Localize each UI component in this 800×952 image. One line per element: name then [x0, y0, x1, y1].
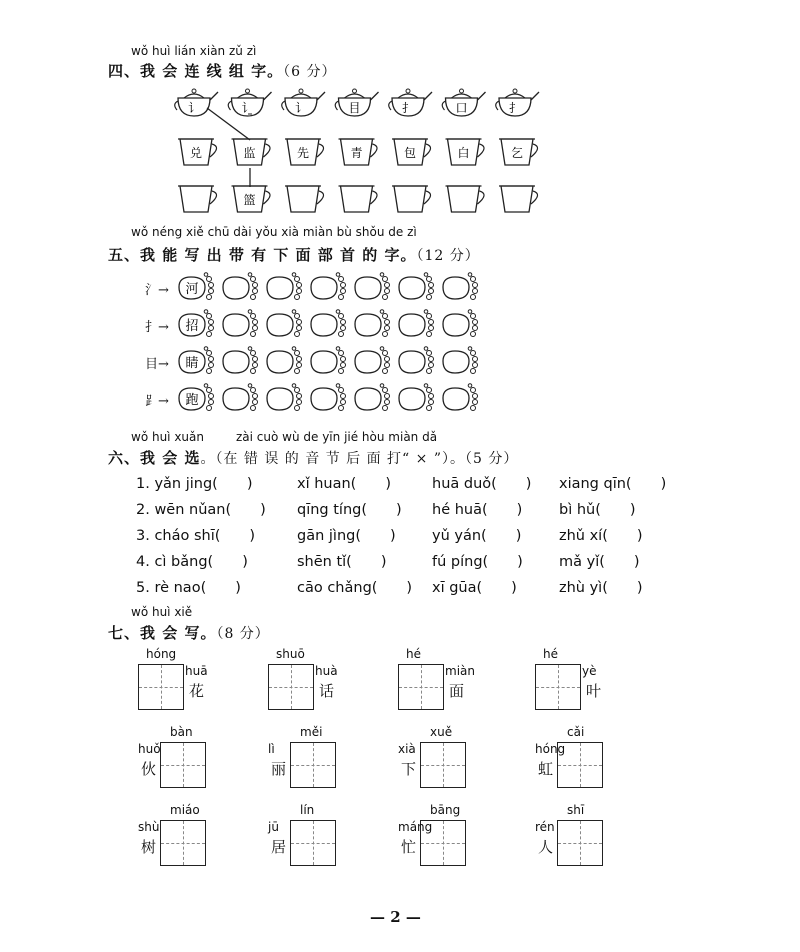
box-pinyin: cǎi: [567, 725, 585, 739]
pinyin-choice-item[interactable]: mǎ yǐ( ): [559, 554, 640, 570]
cup-top-4: [339, 139, 378, 165]
footprint-row-2: [175, 307, 545, 341]
cup-bottom-6: [446, 186, 485, 212]
side-pinyin: jū: [268, 820, 279, 834]
pinyin-choice-item[interactable]: 1. yǎn jing( ): [136, 476, 253, 492]
footprint-example-char: 招: [185, 319, 199, 334]
side-hanzi: 居: [271, 838, 287, 856]
footprint-example-char: 河: [185, 282, 199, 297]
footprint[interactable]: [399, 310, 434, 337]
side-pinyin: huā: [185, 664, 208, 678]
side-pinyin: rén: [535, 820, 555, 834]
cup-char: 先: [296, 146, 310, 160]
box-pinyin: měi: [300, 725, 323, 739]
writing-box[interactable]: [160, 742, 206, 788]
pinyin-choice-item[interactable]: fú píng( ): [432, 554, 523, 570]
footprint[interactable]: [223, 347, 258, 374]
cup-bottom-4: [339, 186, 378, 212]
side-hanzi: 虹: [538, 760, 554, 778]
cup-char: 篮: [243, 193, 256, 207]
box-pinyin: xuě: [430, 725, 453, 739]
footprint: [179, 310, 214, 337]
footprint[interactable]: [443, 347, 478, 374]
side-hanzi: 下: [401, 760, 417, 778]
pinyin-choice-item[interactable]: bì hǔ( ): [559, 502, 636, 518]
writing-box[interactable]: [535, 664, 581, 710]
writing-box[interactable]: [268, 664, 314, 710]
footprint[interactable]: [355, 273, 390, 300]
side-hanzi: 丽: [271, 760, 287, 778]
cup-bottom-3: [285, 186, 324, 212]
cup-top-1: [178, 139, 217, 165]
writing-box[interactable]: [138, 664, 184, 710]
writing-box[interactable]: [420, 742, 466, 788]
cup-char: 兑: [189, 146, 203, 160]
section6-pinyin-b: zài cuò wù de yīn jié hòu miàn dǎ: [236, 430, 438, 444]
footprint[interactable]: [355, 310, 390, 337]
radical-label: ⻊→: [145, 394, 169, 409]
box-pinyin: shī: [567, 803, 585, 817]
footprint-row-1: [175, 270, 545, 304]
side-pinyin: shù: [138, 820, 160, 834]
footprint[interactable]: [311, 384, 346, 411]
side-pinyin: hóng: [535, 742, 566, 756]
side-hanzi: 伙: [141, 760, 157, 778]
box-pinyin: hé: [543, 647, 558, 661]
box-pinyin: shuō: [276, 647, 305, 661]
footprint[interactable]: [399, 384, 434, 411]
footprint-row-3: [175, 344, 545, 378]
footprint[interactable]: [443, 384, 478, 411]
footprint[interactable]: [399, 347, 434, 374]
pinyin-choice-item[interactable]: huā duǒ( ): [432, 476, 532, 492]
box-pinyin: hóng: [146, 647, 177, 661]
radical-label: 目→: [145, 357, 169, 372]
writing-box[interactable]: [160, 820, 206, 866]
side-pinyin: lì: [268, 742, 275, 756]
footprint[interactable]: [267, 347, 302, 374]
cup-top-3: [285, 139, 324, 165]
writing-box[interactable]: [290, 742, 336, 788]
pinyin-choice-item[interactable]: 2. wēn nǔan( ): [136, 502, 266, 518]
pinyin-choice-item[interactable]: hé huā( ): [432, 502, 523, 518]
footprint[interactable]: [355, 384, 390, 411]
pinyin-choice-item[interactable]: xiang qīn( ): [559, 476, 667, 492]
footprint: [179, 347, 214, 374]
section7-title: [108, 622, 270, 643]
section6-title-b: 。（在 错 误 的 音 节 后 面 打“ × ”）。: [200, 451, 465, 467]
section7-pinyin: wǒ huì xiě: [131, 605, 193, 619]
side-pinyin: máng: [398, 820, 433, 834]
pinyin-choice-item[interactable]: 3. cháo shī( ): [136, 528, 256, 544]
cup-top-5: [392, 139, 431, 165]
page-number: — 2 —: [370, 908, 421, 926]
box-pinyin: bāng: [430, 803, 461, 817]
footprint[interactable]: [311, 310, 346, 337]
pinyin-choice-item[interactable]: gān jìng( ): [297, 528, 396, 544]
writing-box[interactable]: [398, 664, 444, 710]
teapot-6: [442, 89, 485, 116]
pinyin-choice-item[interactable]: cāo chǎng( ): [297, 580, 413, 596]
footprint[interactable]: [223, 310, 258, 337]
footprint[interactable]: [443, 273, 478, 300]
cup-bottom-5: [392, 186, 431, 212]
section7-points: （8 分）: [216, 626, 270, 642]
teapot-radical: 目: [348, 101, 361, 115]
side-hanzi: 花: [189, 682, 205, 700]
side-hanzi: 面: [449, 682, 465, 700]
pinyin-choice-item[interactable]: shēn tǐ( ): [297, 554, 387, 570]
cup-char: 监: [243, 146, 256, 160]
section7-title-text: 七、我 会 写。: [108, 624, 217, 642]
box-pinyin: hé: [406, 647, 421, 661]
teapot-5: [389, 89, 432, 116]
footprint[interactable]: [443, 310, 478, 337]
footprint[interactable]: [311, 273, 346, 300]
section5-title: [108, 244, 480, 265]
pinyin-choice-item[interactable]: 5. rè nao( ): [136, 580, 241, 596]
section6-title-a: 六、我 会 选: [108, 449, 201, 467]
pinyin-choice-item[interactable]: qīng tíng( ): [297, 502, 402, 518]
section4-pinyin: wǒ huì lián xiàn zǔ zì: [131, 44, 257, 58]
pinyin-choice-item[interactable]: zhù yì( ): [559, 580, 643, 596]
side-hanzi: 树: [141, 838, 157, 856]
footprint[interactable]: [311, 347, 346, 374]
side-pinyin: huà: [315, 664, 338, 678]
pinyin-choice-item[interactable]: xǐ huan( ): [297, 476, 391, 492]
footprint: [179, 384, 214, 411]
writing-box[interactable]: [557, 820, 603, 866]
footprint: [179, 273, 214, 300]
footprint[interactable]: [267, 384, 302, 411]
side-pinyin: yè: [582, 664, 597, 678]
side-hanzi: 话: [319, 682, 335, 700]
footprint[interactable]: [267, 310, 302, 337]
teapot-radical: 讠: [187, 101, 201, 115]
side-hanzi: 忙: [401, 838, 417, 856]
cup-top-7: [499, 139, 538, 165]
section4-title: [108, 60, 336, 81]
teapot-4: [335, 89, 378, 116]
side-pinyin: xià: [398, 742, 416, 756]
footprint[interactable]: [223, 273, 258, 300]
section4-points: （6 分）: [283, 64, 337, 80]
section4-title-text: 四、我 会 连 线 组 字。: [108, 62, 284, 80]
side-pinyin: huǒ: [138, 742, 161, 756]
footprint-example-char: 跑: [185, 393, 199, 408]
cup-top-2: [232, 139, 271, 165]
teapot-7: [496, 89, 539, 116]
section6-points: （5 分）: [465, 451, 519, 467]
teapot-3: [282, 89, 325, 116]
cup-bottom-2: [232, 186, 271, 212]
footprint[interactable]: [223, 384, 258, 411]
section5-pinyin: wǒ néng xiě chū dài yǒu xià miàn bù shǒu de zì: [131, 225, 417, 239]
pinyin-choice-item[interactable]: xī gūa( ): [432, 580, 517, 596]
section6-pinyin-a: wǒ huì xuǎn: [131, 430, 204, 444]
teapot-radical: 口: [455, 101, 468, 115]
footprint-row-4: [175, 381, 545, 415]
cup-top-6: [446, 139, 485, 165]
teapot-radical: 讠: [241, 101, 254, 115]
cup-char: 乞: [510, 146, 524, 160]
cup-bottom-1: [178, 186, 217, 212]
footprint-example-char: 睛: [185, 356, 199, 371]
cup-char: 青: [350, 146, 363, 160]
side-hanzi: 人: [538, 838, 554, 856]
cup-char: 包: [403, 146, 417, 160]
section5-points: （12 分）: [416, 248, 480, 264]
teapot-radical: 讠: [294, 101, 308, 115]
radical-label: 扌→: [145, 320, 169, 335]
teapot-cup-diagram: [170, 84, 550, 219]
box-pinyin: miáo: [170, 803, 200, 817]
footprint[interactable]: [355, 347, 390, 374]
footprint[interactable]: [267, 273, 302, 300]
teapot-2: [228, 89, 271, 116]
pinyin-choice-item[interactable]: zhǔ xí( ): [559, 528, 643, 544]
side-hanzi: 叶: [586, 682, 602, 700]
pinyin-choice-item[interactable]: 4. cì bǎng( ): [136, 554, 248, 570]
section6-title: [108, 447, 518, 468]
side-pinyin: miàn: [445, 664, 475, 678]
box-pinyin: lín: [300, 803, 315, 817]
footprint[interactable]: [399, 273, 434, 300]
pinyin-choice-item[interactable]: yǔ yán( ): [432, 528, 522, 544]
box-pinyin: bàn: [170, 725, 193, 739]
section5-title-text: 五、我 能 写 出 带 有 下 面 部 首 的 字。: [108, 246, 417, 264]
cup-bottom-7: [499, 186, 538, 212]
cup-char: 白: [457, 146, 470, 160]
radical-label: 氵→: [145, 283, 169, 298]
teapot-radical: 扌: [508, 101, 522, 115]
teapot-radical: 扌: [401, 101, 415, 115]
footprint-grid: [145, 270, 545, 420]
writing-box[interactable]: [290, 820, 336, 866]
